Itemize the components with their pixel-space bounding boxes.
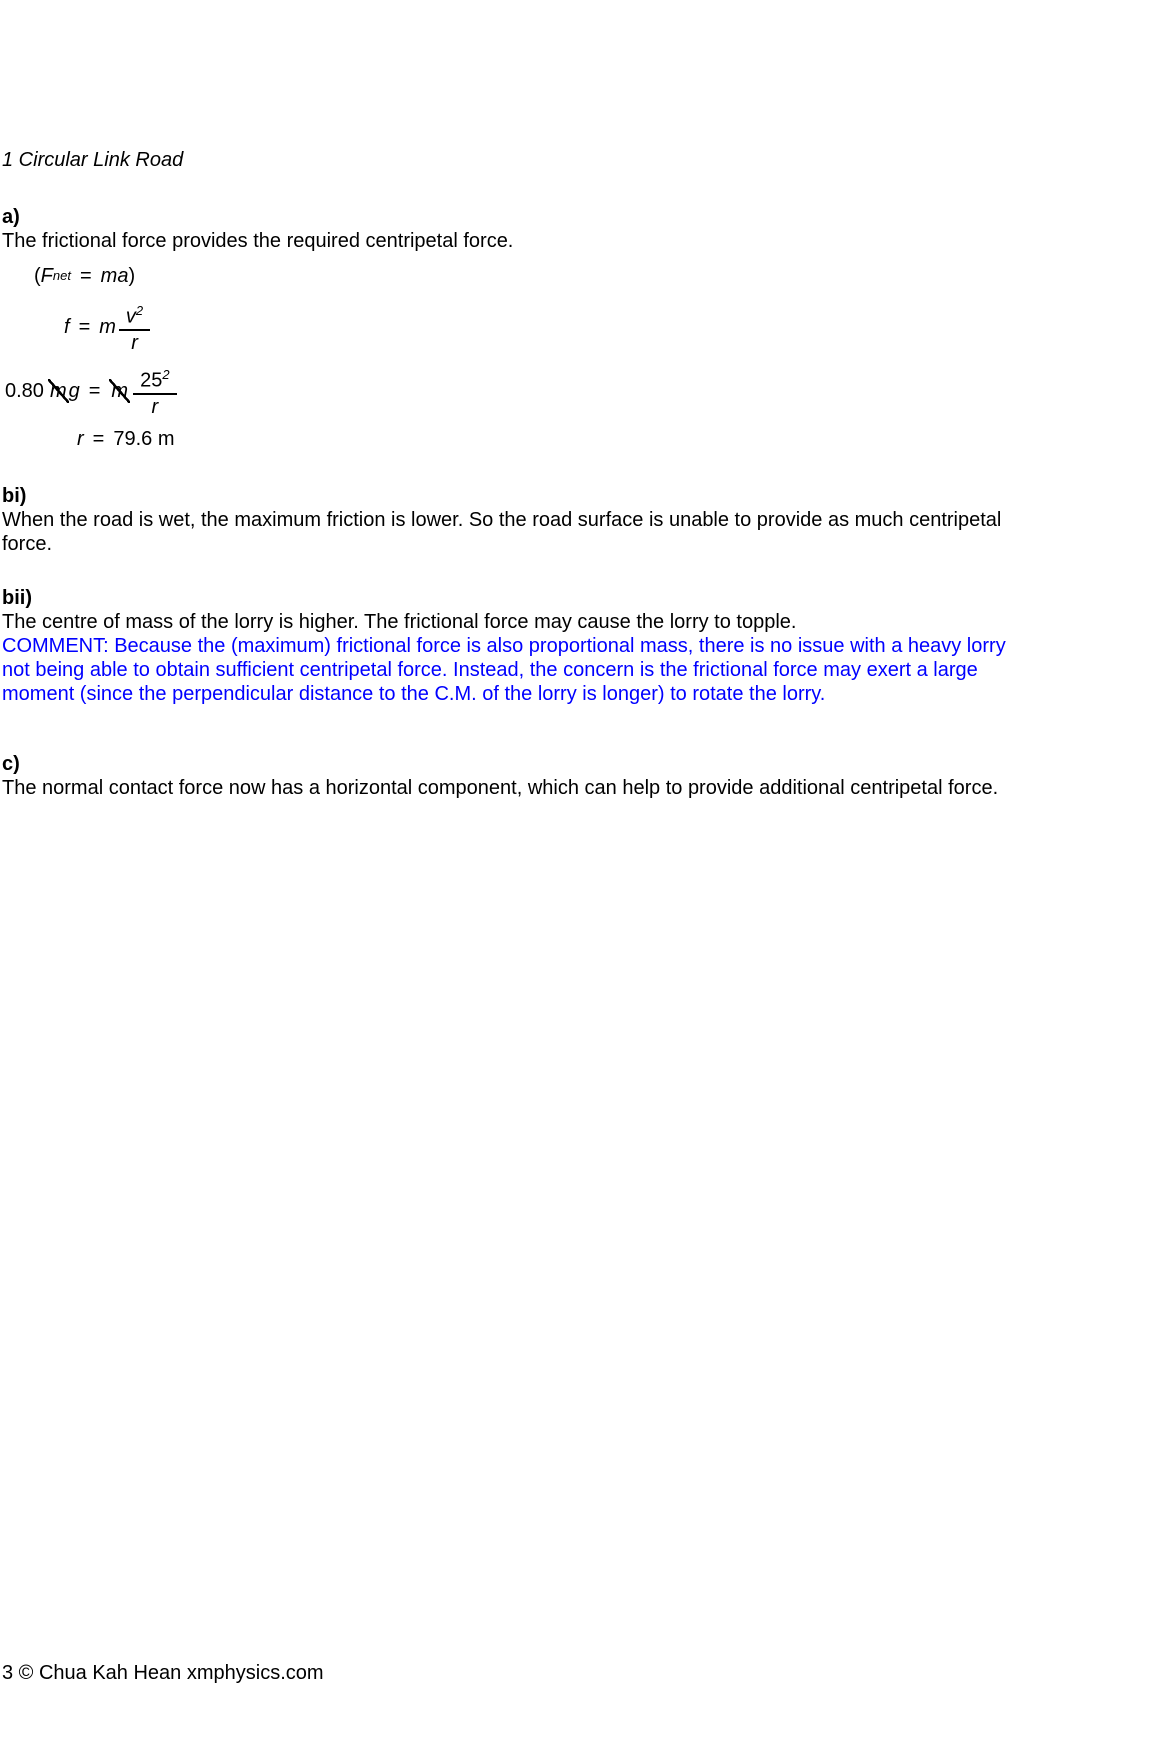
- equation-fnet-ma: [34, 259, 1162, 293]
- section-bii-body: The centre of mass of the lorry is higher. The frictional force may cause the lorry to topple.: [2, 611, 797, 633]
- fraction-denominator: r: [119, 329, 150, 354]
- var-r: r: [77, 428, 84, 450]
- section-bi-heading: bi): [2, 485, 27, 507]
- equation-f-mv2r: [64, 300, 1162, 354]
- var-m: m: [99, 316, 116, 338]
- section-a-heading: a): [2, 206, 20, 228]
- fraction-v2-r: [119, 300, 150, 354]
- equation-080mg: [5, 362, 1162, 420]
- fraction-numerator: [119, 300, 150, 329]
- number-25: 25: [140, 369, 163, 392]
- comment-line: not being able to obtain sufficient centripetal force. Instead, the concern is the frictional force may exert a large: [2, 659, 978, 681]
- section-bi-line: When the road is wet, the maximum friction is lower. So the road surface is unable to provide as much centripetal: [2, 509, 1002, 531]
- superscript-2: 2: [135, 303, 144, 319]
- var-g: g: [68, 380, 80, 402]
- section-a-body: The frictional force provides the required centripetal force.: [2, 230, 514, 252]
- cancelled-m: m: [49, 380, 67, 402]
- comment-line: COMMENT: Because the (maximum) frictional force is also proportional mass, there is no issue with a heavy lorry: [2, 635, 1006, 657]
- subscript-net: net: [52, 268, 71, 283]
- page-footer: 3 © Chua Kah Hean xmphysics.com: [2, 1662, 324, 1684]
- var-ma: ma: [100, 265, 129, 287]
- equals-sign: =: [78, 316, 91, 338]
- paren-close: ): [128, 265, 136, 287]
- section-bii-heading: bii): [2, 587, 32, 609]
- fraction-numerator: [133, 364, 176, 393]
- section-c-body: The normal contact force now has a horizontal component, which can help to provide additional centripetal force.: [2, 777, 999, 799]
- var-F: F: [40, 265, 53, 287]
- equals-sign: =: [79, 265, 92, 287]
- var-v: v: [125, 305, 136, 328]
- equals-sign: =: [88, 380, 101, 402]
- document-title: 1 Circular Link Road: [2, 149, 184, 171]
- fraction-denominator: r: [133, 393, 176, 418]
- superscript-2: 2: [162, 367, 170, 383]
- equation-r-result: [77, 426, 1162, 452]
- cancelled-m: m: [111, 380, 129, 402]
- section-c-heading: c): [2, 753, 20, 775]
- result-value: 79.6 m: [113, 428, 175, 450]
- fraction-252-r: [133, 364, 176, 418]
- section-bi-line: force.: [2, 533, 53, 555]
- var-f: f: [64, 316, 70, 338]
- document-content: [2, 148, 1162, 800]
- comment-line: moment (since the perpendicular distance to the C.M. of the lorry is longer) to rotate the lorry.: [2, 683, 826, 705]
- coefficient-080: 0.80: [5, 380, 44, 402]
- paren-open: (: [34, 265, 41, 287]
- equals-sign: =: [92, 428, 105, 450]
